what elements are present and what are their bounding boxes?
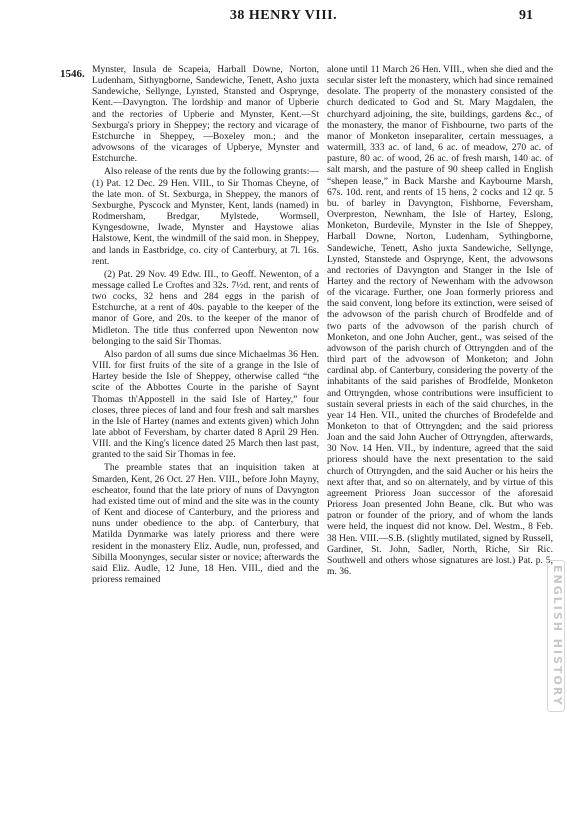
right-paragraph: alone until 11 March 26 Hen. VIII., when she died and the secular sister left the monastery, which had since remained desolate. The property of the monastery consisted of the church dedicated to God and St. Mary Magdalen, the churchyard adjoining, the site, buildings, gardens &c., of the monastery, the manor of Fishbourne, two parts of the manor of Monketon inseparaliter, certain messuages, a watermill, 333 ac. of land, 6 ac. of meadow, 270 ac. of pasture, 80 ac. of wood, 26 ac. of fresh marsh, 140 ac. of salt marsh, and the pasture of 90 sheep called in English “shepen lease,” in Back Marshe and Kaybourne Marsh, 67s. 10d. rent, and rents of 15 hens, 2 cocks and 12 qr. 5 bu. of barley in Davyngton, Fishborne, Feversham, Overpreston, Newnham, the Isle of Hartey, Eslong, Monketon, Burdevile, Mynster in the Isle of Sheppey, Harball Downe, Norton, Ludenham, Sythingborne, Sandewiche, Tenett, Asho juxta Sandewiche, Sellynge, Lynsted, Stanstede and Osprynge, Kent, the advowsons and rectories of Davyngton and Stanger in the Isle of Hartey and the rectory of Newenham with the advowson of the vicarage. Further, one Joan formerly prioress and the said convent, long before its extinction, were seised of the advowson of the parish church of Brodfelde and of two parts of the advowson of the parish church of Monketon, and one John Aucher, gent., was seised of the advowson of the parish church of Ottryngden and of the third part of the advowson of Monketon; and John cardinal abp. of Canterbury, considering the poverty of the inhabitants of the said parishes of Brodfelde, Monketon and Ottryngden, whose contributions were insufficient to sustain several priests in each of the said churches, in the year 14 Hen. VII., united the churches of Brodefelde and Monketon to that of Ottryngden; and the said prioress Joan and the said John Aucher of Ottryngden, afterwards, 30 Nov. 14 Hen. VII., by indenture, agreed that the said prioress should have the next presentation to the said church of Ottryngden, and the said Aucher or his heirs the next after that, and so on alternately, and by virtue of this agreement Prioress Joan successor of the aforesaid Prioress Joan presented John Beane, clk. But who was patron or founder of the priory, and of whom the lands were held, the inquest did not know. Del. Westm., 8 Feb. 38 Hen. VIII.—S.B. (slightly mutilated, signed by Russell, Gardiner, St. John, Sadler, North, Riche, Sir Ric. Southwell and others whose signatures are lost.) Pat. p. 5, m. 36. <box>327 64 553 578</box>
page-number: 91 <box>519 8 533 23</box>
left-column <box>92 64 319 585</box>
running-head <box>0 8 567 30</box>
left-paragraph: Also release of the rents due by the following grants:—(1) Pat. 12 Dec. 29 Hen. VIII., to Sir Thomas Cheyne, of the late mon. of St. Sexburga, in Sheppey, the manors of Sexburghe, Pyscock and Mynster, Kent, lands (named) in Rodmersham, Bredgar, Mylstede, Wormsell, Kyngesdowne, Iwade, Mynster and Haystowe alias Halstowe, Kent, the windmill of the said mon. in Sheppey, and lands in Eastbridge, co. city of Canterbury, at 7l. 16s. rent. <box>92 166 319 267</box>
library-stamp: ENGLISH HISTORY <box>547 560 565 712</box>
margin-year: 1546. <box>60 68 85 80</box>
left-paragraph: Mynster, Insula de Scapeia, Harball Downe, Norton, Ludenham, Sithyngborne, Sandewiche, Tenett, Asho juxta Sandewiche, Sellynge, Lynsted, Stansted and Osprynge, Kent.—Davyngton. The lordship and manor of Upberie and the rectories of Upberie and Mynster, Kent.—St Sexburga's priory in Sheppey; the rectory and vicarage of Estchurche in Sheppey, —Boxeley mon.; and the advowsons of the vicarages of Upberye, Mynster and Estchurche. <box>92 64 319 165</box>
running-title: 38 HENRY VIII. <box>229 8 338 23</box>
left-paragraph: Also pardon of all sums due since Michaelmas 36 Hen. VIII. for first fruits of the site of a grange in the Isle of Hartey beside the Isle of Sheppey, otherwise called “the scite of the Abbottes Courte in the parishe of Saynt Thomas th'Appostell in the said Isle of Hartey,” four closes, three pieces of land and four fresh and salt marshes in the Isle of Hartey (names and extents given) which John late abbot of Feversham, by charter dated 8 April 29 Hen. VIII. and the King's licence dated 25 March then last past, granted to the said Sir Thomas in fee. <box>92 348 319 461</box>
left-paragraph: The preamble states that an inquisition taken at Smarden, Kent, 26 Oct. 27 Hen. VIII., before John Mayny, escheator, found that the late priory of nuns of Davyngton had existed time out of mind and the site was in the county of Kent and diocese of Canterbury, and the prioress and nuns under obedience to the abp. of Canterbury, that Matilda Dynmarke was lately prioress and there were resident in the monastery Eliz. Audle, nun, professed, and Sibilla Moonynges, secular sister or novice; afterwards the said Eliz. Audle, 12 June, 18 Hen. VIII., died and the prioress remained <box>92 462 319 586</box>
left-paragraph: (2) Pat. 29 Nov. 49 Edw. III., to Geoff. Newenton, of a message called Le Croftes and 32s. 7½d. rent, and rents of two cocks, 32 hens and 284 eggs in the parish of Estchurche, at a rent of 40s. payable to the keeper of the manor of Gore, and 20s. to the keeper of the manor of Midleton. The title thus conferred upon Newenton now belonging to the said Sir Thomas. <box>92 268 319 347</box>
right-column <box>327 64 553 577</box>
